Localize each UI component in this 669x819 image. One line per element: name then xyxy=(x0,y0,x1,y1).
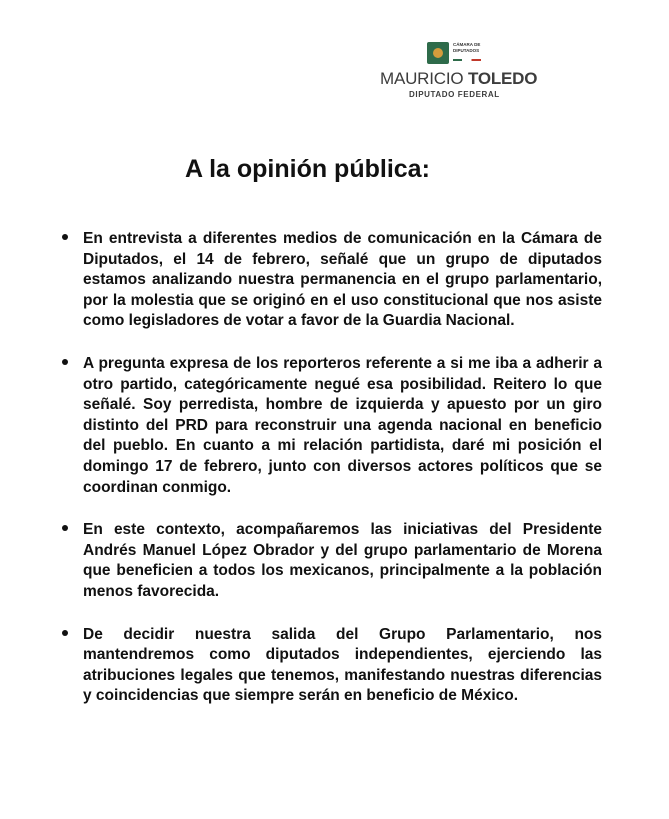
deputy-first-name: MAURICIO xyxy=(380,69,464,88)
flag-rule xyxy=(453,59,481,61)
deputy-name xyxy=(380,69,540,89)
list-item-text: En este contexto, acompañaremos las iniciativas del Presidente Andrés Manuel López Obrador y del grupo parlamentario de Morena que beneficien a todos los mexicanos, principalmente a la población menos favorecida. xyxy=(83,521,602,600)
chamber-label: CÁMARA DE DIPUTADOS xyxy=(453,42,481,53)
page-title: A la opinión pública: xyxy=(185,155,430,183)
list-item xyxy=(62,520,602,602)
chamber-emblem-icon xyxy=(427,42,449,64)
list-item xyxy=(62,625,602,707)
list-item-text: A pregunta expresa de los reporteros referente a si me iba a adherir a otro partido, categóricamente negué esa posibilidad. Reitero lo que señalé. Soy perredista, hombre de izquierda y apuesto por un giro distinto del PRD para reconstruir una agenda nacional en beneficio del pueblo. En cuanto a mi relación partidista, daré mi posición el domingo 17 de febrero, junto con diversos actores políticos que se coordinan conmigo. xyxy=(83,354,602,496)
list-item-text: En entrevista a diferentes medios de comunicación en la Cámara de Diputados, el 14 de febrero, señalé que un grupo de diputados estamos analizando nuestra permanencia en el grupo parlamentario, por la molestia que se originó en el uso constitucional que nos asiste como legisladores de votar a favor de la Guardia Nacional. xyxy=(83,230,602,330)
bullet-icon xyxy=(62,525,68,531)
bullet-icon xyxy=(62,359,68,365)
list-item xyxy=(62,229,602,332)
letterhead-logo xyxy=(380,38,540,103)
statement-list xyxy=(62,229,602,707)
bullet-icon xyxy=(62,630,68,636)
list-item xyxy=(62,354,602,498)
list-item-text: De decidir nuestra salida del Grupo Parlamentario, nos mantendremos como diputados independientes, ejerciendo las atribuciones legales que tenemos, manifestando nuestras diferencias y coincidencias que siempre serán en beneficio de México. xyxy=(83,625,602,705)
deputy-role: DIPUTADO FEDERAL xyxy=(409,90,500,99)
bullet-icon xyxy=(62,234,68,240)
deputy-last-name: TOLEDO xyxy=(467,69,538,88)
